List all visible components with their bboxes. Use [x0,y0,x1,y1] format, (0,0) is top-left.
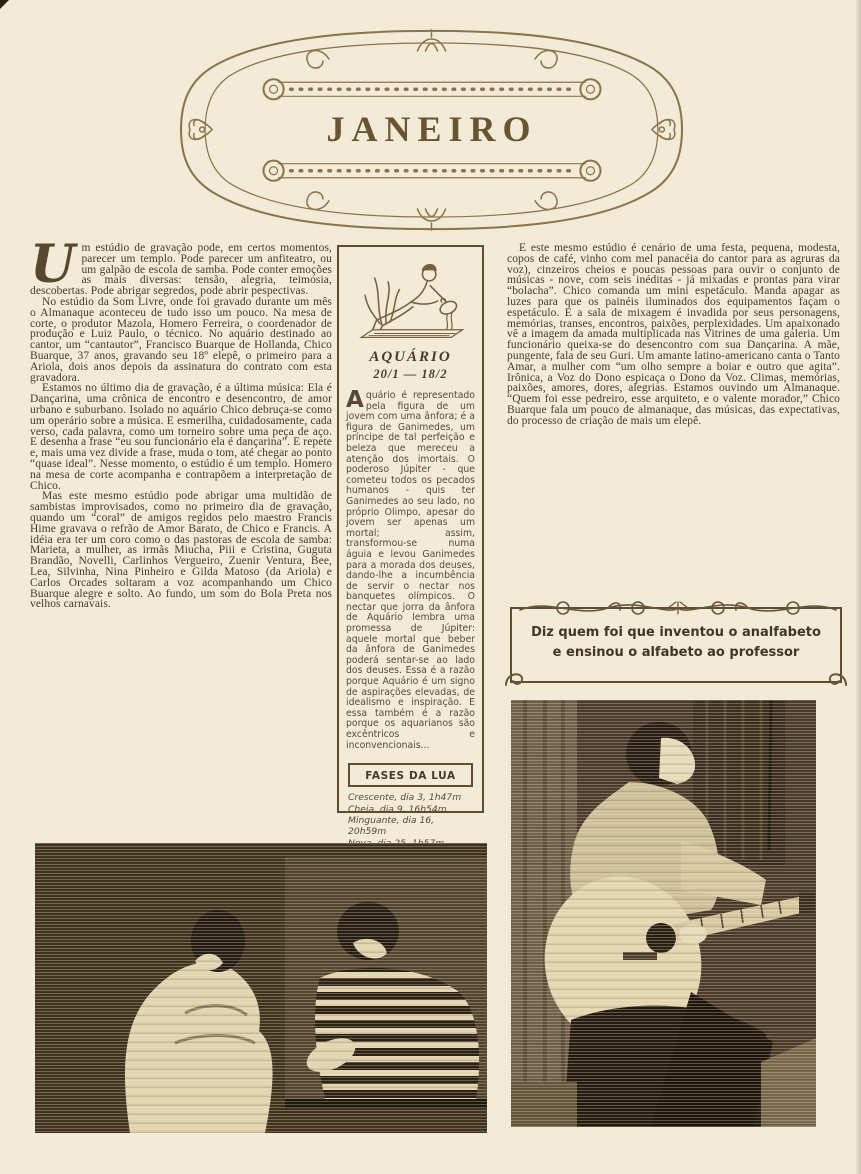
moon-phases-title: FASES DA LUA [365,770,456,783]
paragraph: Mas este mesmo estúdio pode abrigar uma multidão de sambistas improvisados, como no primeiro dia de gravação, quando um “coral” de amigos regidos pelo maestro Francis Hime gravava o refrão de Amor Barato, de Chico e Francis. A idéia era ter um coro como o das pastoras de escola de samba: Marieta, a mulher, as irmãs Miucha, Piii e Cristina, Guguta Brandão, Novelli, Carlinhos Vergueiro, Zuenir Ventura, Bee, Lea, Silvinha, Nina Pinheiro e Gilda Matoso (da Ariola) e Carlos Orcades soltaram a voz acompanhando um Chico Buarque alegre e solto. Ao fundo, um som do Bola Preta nos velhos carnavais. [30,490,332,611]
paragraph [30,234,332,298]
zodiac-dates: 20/1 — 18/2 [373,367,448,381]
quote-line: Diz quem foi que inventou o analfabeto [531,625,821,640]
aquarius-illustration-icon [352,257,470,345]
scan-corner-artifact [0,0,9,9]
moon-phase-entry: Minguante, dia 16, 20h59m [348,815,435,838]
paragraph: E este mesmo estúdio é cenário de uma festa, pequena, modesta, copos de café, vinho com mel panacéia do cantor para as agruras da voz), cinzeiros cheios e poucas pessoas para ouvir o conjunto de músicas - nove, com seis inéditas - já mixadas e prontas para virar “bolacha”. Chico comanda um mini espetáculo. Manda apagar as luzes para que os painéis iluminados dos equipamentos façam o espetáculo. E a sala de mixagem é invadida por seus personagens, memórias, transes, encontros, paixões, perplexidades. Um apaixonado vê a imagem da amada multiplicada nas Vitrines de uma galeria. Um funcionário queixa-se do desencontro com sua Dançarina. A mãe, pungente, fala de seu Guri. Um amante latino-americano canta o Tanto Amar, a mulher com “um olho sempre a boiar e outro que agita”. Irônica, a Voz do Dono espicaça o Dono da Voz. Climas, memórias, paixões, amores, dores, alegrias. Estamos ouvindo um Almanaque. “Quem foi esse pedreiro, esse arquiteto, e o valente morador,” Chico Buarque fala um pouco de almanaque, das músicas, das expectativas, do processo de criação de mais um elepê. [507,242,840,427]
moon-phase-entry: Cheia, dia 9, 16h54m [348,803,447,815]
drop-cap: A [346,387,364,413]
photo-studio-pair-image [35,843,487,1133]
zodiac-text [346,387,475,751]
quote-text [512,623,840,663]
corner-scroll-icon [826,669,848,689]
moon-phase-entry: Crescente, dia 3, 1h47m [348,792,462,804]
drop-cap: U [30,234,76,295]
zodiac-box [337,245,484,838]
moon-phases-title-frame [348,763,473,787]
masthead [178,26,686,234]
garland-ornament-icon [518,596,838,620]
photo-studio-pair [35,843,487,1133]
paragraph: No estúdio da Som Livre, onde foi gravado durante um mês o Almanaque aconteceu de tudo isso um pouco. Na mesa de corte, o produtor Mazola, Homero Ferreira, o coordenador de produção e Luiz Paulo, o técnico. No aquário destinado ao cantor, um “cantautor”, Francisco Buarque de Hollanda, Chico Buarque, 37 anos, gravando seu 18º elepê, o primeiro para a Ariola, dois anos depois da assinatura do contrato com esta gravadora. [30,295,332,384]
photo-guitarist [511,700,816,1127]
corner-scroll-icon [504,669,526,689]
paragraph: Estamos no último dia de gravação, é a última música: Ela é Dançarina, uma crônica de encontro e desencontro, de amor urbano e suburbano. Isolado no aquário Chico debruça-se como um operário sobre a música. E esmerilha, cuidadosamente, cada verso, cada palavra, como um torneiro sobre uma peça de aço. E desenha a frase “eu sou funcionário ela é dançarina”. E repete e, mais uma vez divide a frase, muda o tom, até chegar ao ponto “quase ideal”. Nesse momento, o estúdio é um templo. Homero na mesa de corte acompanha e contrapõem a interpretação de Chico. [30,382,332,492]
zodiac-title: AQUÁRIO [369,349,452,365]
article-left-column [30,234,332,611]
moon-phases-entries [348,792,475,849]
zodiac-text-body: quário é representado pela figura de um jovem com uma ânfora; é a figura de Ganimedes, um príncipe de tal perfeição e beleza que mereceu a atenção dos imortais. O poderoso Júpiter - que cometeu todos os pecados humanos - quis ter Ganimedes ao seu lado, no próprio Olimpo, apesar do jovem ser apenas um mortal; assim, transformou-se numa águia e levou Ganimedes para a morada dos deuses, dando-lhe a incumbência de servir o nectar nos banquetes olímpicos. O nectar que jorra da ânfora de Aquário lembra uma promessa de Júpiter: aquele mortal que beber da ânfora de Ganimedes poderá sentar-se ao lado dos deuses. Essa é a razão porque Aquário é um signo de aspirações elevadas, de idealismo e inspiração. E essa também é a razão porque os aquarianos são excêntricos e inconvencionais... [346,390,475,751]
month-title: JANEIRO [326,109,538,149]
quote-box [510,607,842,683]
moon-phases-box [346,763,475,849]
quote-line: e ensinou o alfabeto ao professor [552,645,800,660]
article-right-column [507,243,840,427]
paragraph-text: m estúdio de gravação pode, em certos momentos, parecer um templo. Pode parecer um anfiteatro, ou um galpão de escola de samba. Pode conter emoções as mais diversas: tensão, alegria, teimosia, descobertas. Pode abrigar segredos, pode abrir pespectivas. [30,242,332,298]
page-edge-shadow [855,0,861,1174]
photo-guitarist-image [511,700,816,1127]
